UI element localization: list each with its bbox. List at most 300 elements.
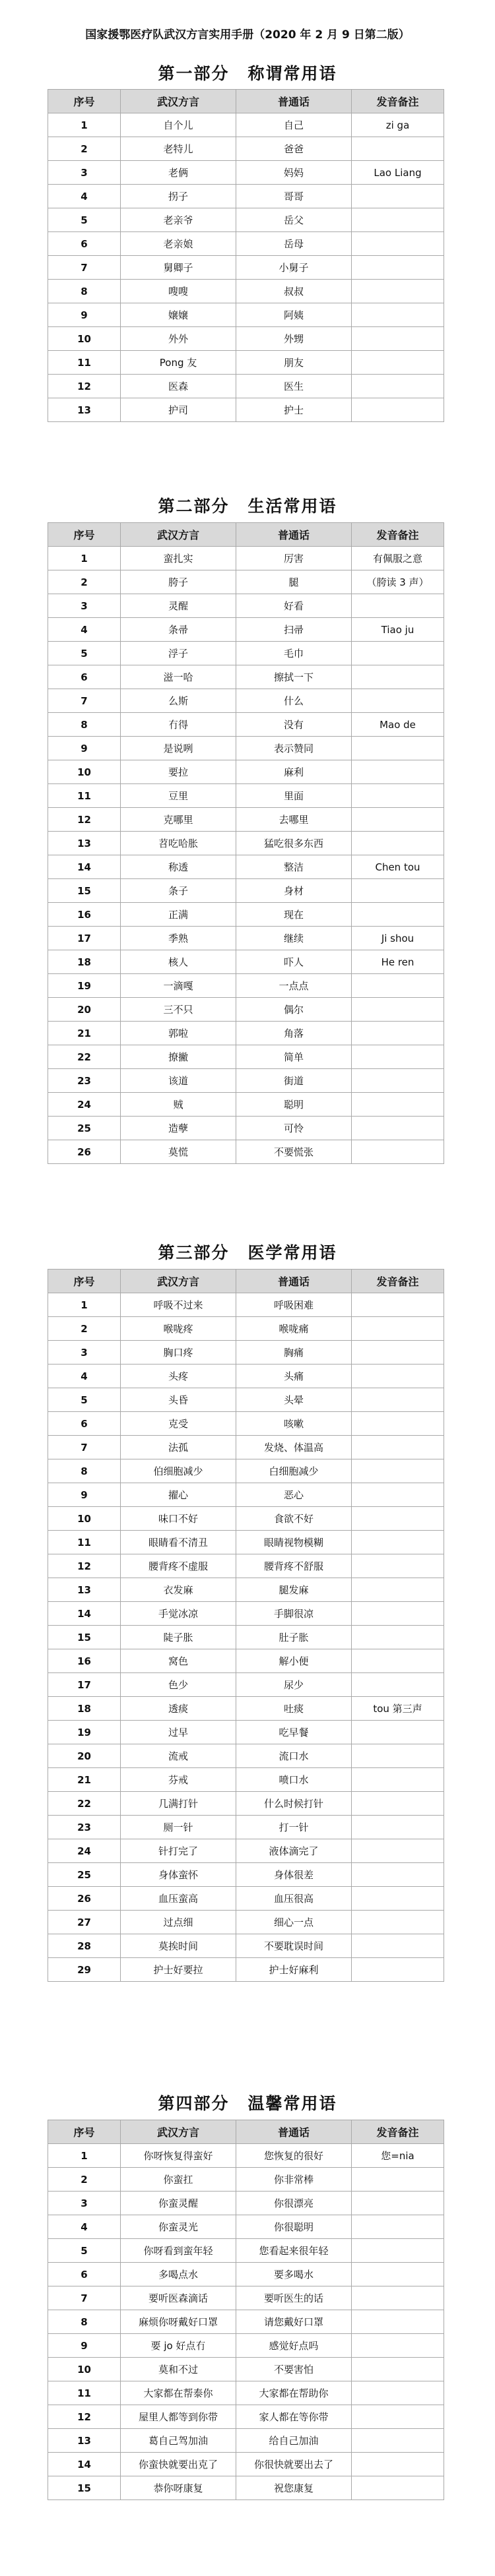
column-header-row-number: 序号 bbox=[48, 2120, 121, 2144]
pronunciation-note bbox=[352, 256, 444, 280]
dialect-term: 灵醒 bbox=[121, 594, 236, 618]
pronunciation-note bbox=[352, 1341, 444, 1365]
row-number: 15 bbox=[48, 2476, 121, 2500]
table-row bbox=[48, 2168, 444, 2192]
dialect-term: 正满 bbox=[121, 903, 236, 927]
pronunciation-note bbox=[352, 327, 444, 351]
row-number: 13 bbox=[48, 832, 121, 855]
row-number: 2 bbox=[48, 2168, 121, 2192]
row-number: 13 bbox=[48, 398, 121, 422]
dialect-term: 你呀看到蛮年轻 bbox=[121, 2239, 236, 2263]
pronunciation-note bbox=[352, 375, 444, 398]
pronunciation-note: 您=nia bbox=[352, 2144, 444, 2168]
table-row bbox=[48, 1045, 444, 1069]
table-row bbox=[48, 998, 444, 1022]
table-row bbox=[48, 879, 444, 903]
column-header-pronunciation-note: 发音备注 bbox=[352, 2120, 444, 2144]
dialect-term: 伯细胞减少 bbox=[121, 1459, 236, 1483]
mandarin-term: 爸爸 bbox=[236, 137, 352, 161]
table-row bbox=[48, 665, 444, 689]
pronunciation-note bbox=[352, 1069, 444, 1093]
section-title bbox=[0, 1240, 495, 1264]
row-number: 11 bbox=[48, 784, 121, 808]
mandarin-term: 腿发麻 bbox=[236, 1578, 352, 1602]
mandarin-term: 厉害 bbox=[236, 547, 352, 570]
row-number: 28 bbox=[48, 1934, 121, 1958]
mandarin-term: 发烧、体温高 bbox=[236, 1436, 352, 1459]
table-row bbox=[48, 760, 444, 784]
mandarin-term: 什么时候打针 bbox=[236, 1792, 352, 1816]
row-number: 3 bbox=[48, 594, 121, 618]
row-number: 21 bbox=[48, 1768, 121, 1792]
table-row bbox=[48, 1839, 444, 1863]
pronunciation-note bbox=[352, 1412, 444, 1436]
column-header-dialect-term: 武汉方言 bbox=[121, 523, 236, 547]
table-row bbox=[48, 137, 444, 161]
row-number: 3 bbox=[48, 161, 121, 185]
dialect-term: 条子 bbox=[121, 879, 236, 903]
mandarin-term: 岳父 bbox=[236, 208, 352, 232]
mandarin-term: 头痛 bbox=[236, 1365, 352, 1388]
row-number: 7 bbox=[48, 1436, 121, 1459]
dialect-term: 流戒 bbox=[121, 1744, 236, 1768]
mandarin-term: 现在 bbox=[236, 903, 352, 927]
column-header-mandarin-term: 普通话 bbox=[236, 90, 352, 113]
table-row bbox=[48, 1117, 444, 1140]
pronunciation-note bbox=[352, 1140, 444, 1164]
pronunciation-note bbox=[352, 1768, 444, 1792]
pronunciation-note: He ren bbox=[352, 950, 444, 974]
table-row bbox=[48, 1093, 444, 1117]
dialect-term: 葛自己驾加油 bbox=[121, 2429, 236, 2453]
pronunciation-note bbox=[352, 398, 444, 422]
row-number: 23 bbox=[48, 1069, 121, 1093]
dialect-term: 呼吸不过来 bbox=[121, 1293, 236, 1317]
dialect-term: 莫慌 bbox=[121, 1140, 236, 1164]
table-row bbox=[48, 1721, 444, 1744]
row-number: 8 bbox=[48, 280, 121, 303]
table-row bbox=[48, 280, 444, 303]
row-number: 16 bbox=[48, 1649, 121, 1673]
dialect-term: 手觉冰凉 bbox=[121, 1602, 236, 1626]
mandarin-term: 你很聪明 bbox=[236, 2215, 352, 2239]
dialect-term: 味口不好 bbox=[121, 1507, 236, 1531]
section-name: 温馨常用语 bbox=[248, 2094, 337, 2113]
dialect-term: 头昏 bbox=[121, 1388, 236, 1412]
pronunciation-note: Mao de bbox=[352, 713, 444, 737]
row-number: 8 bbox=[48, 1459, 121, 1483]
dialect-term: 胯子 bbox=[121, 570, 236, 594]
row-number: 12 bbox=[48, 375, 121, 398]
dialect-term: 老特儿 bbox=[121, 137, 236, 161]
row-number: 8 bbox=[48, 713, 121, 737]
row-number: 5 bbox=[48, 1388, 121, 1412]
pronunciation-note bbox=[352, 642, 444, 665]
pronunciation-note bbox=[352, 1673, 444, 1697]
row-number: 4 bbox=[48, 1365, 121, 1388]
pronunciation-note bbox=[352, 903, 444, 927]
mandarin-term: 胸痛 bbox=[236, 1341, 352, 1365]
row-number: 18 bbox=[48, 950, 121, 974]
row-number: 9 bbox=[48, 2334, 121, 2358]
pronunciation-note bbox=[352, 1093, 444, 1117]
row-number: 15 bbox=[48, 1626, 121, 1649]
row-number: 4 bbox=[48, 618, 121, 642]
dialect-term: 一滴嘎 bbox=[121, 974, 236, 998]
dialect-term: 蛮扎实 bbox=[121, 547, 236, 570]
section-title bbox=[0, 493, 495, 517]
section-name: 生活常用语 bbox=[248, 497, 337, 516]
mandarin-term: 腿 bbox=[236, 570, 352, 594]
row-number: 2 bbox=[48, 137, 121, 161]
table-row bbox=[48, 2334, 444, 2358]
section-part-label: 第二部分 bbox=[158, 497, 230, 516]
table-row bbox=[48, 2358, 444, 2381]
dialect-term: 胸口疼 bbox=[121, 1341, 236, 1365]
table-row bbox=[48, 1412, 444, 1436]
pronunciation-note bbox=[352, 232, 444, 256]
table-header-row bbox=[48, 2120, 444, 2144]
row-number: 1 bbox=[48, 113, 121, 137]
dialect-term: 色少 bbox=[121, 1673, 236, 1697]
dialect-term: 麻烦你呀戴好口罩 bbox=[121, 2310, 236, 2334]
row-number: 10 bbox=[48, 327, 121, 351]
mandarin-term: 朋友 bbox=[236, 351, 352, 375]
mandarin-term: 麻利 bbox=[236, 760, 352, 784]
mandarin-term: 外甥 bbox=[236, 327, 352, 351]
table-row bbox=[48, 1140, 444, 1164]
row-number: 4 bbox=[48, 2215, 121, 2239]
table-row bbox=[48, 903, 444, 927]
mandarin-term: 擦拭一下 bbox=[236, 665, 352, 689]
mandarin-term: 小舅子 bbox=[236, 256, 352, 280]
dialect-term: 过早 bbox=[121, 1721, 236, 1744]
mandarin-term: 表示赞同 bbox=[236, 737, 352, 760]
pronunciation-note: Tiao ju bbox=[352, 618, 444, 642]
pronunciation-note bbox=[352, 1554, 444, 1578]
dialect-term: 你蛮扛 bbox=[121, 2168, 236, 2192]
table-row bbox=[48, 855, 444, 879]
pronunciation-note bbox=[352, 1887, 444, 1911]
row-number: 3 bbox=[48, 1341, 121, 1365]
dialect-term: 陡子胀 bbox=[121, 1626, 236, 1649]
dialect-term: 芬戒 bbox=[121, 1768, 236, 1792]
row-number: 4 bbox=[48, 185, 121, 208]
mandarin-term: 大家都在帮助你 bbox=[236, 2381, 352, 2405]
dialect-term: 屋里人都等到你带 bbox=[121, 2405, 236, 2429]
table-row bbox=[48, 208, 444, 232]
table-row bbox=[48, 737, 444, 760]
dialect-term: 核人 bbox=[121, 950, 236, 974]
row-number: 10 bbox=[48, 2358, 121, 2381]
mandarin-term: 医生 bbox=[236, 375, 352, 398]
pronunciation-note: Chen tou bbox=[352, 855, 444, 879]
vocabulary-table bbox=[48, 89, 444, 422]
mandarin-term: 好看 bbox=[236, 594, 352, 618]
table-row bbox=[48, 185, 444, 208]
pronunciation-note bbox=[352, 280, 444, 303]
pronunciation-note bbox=[352, 1507, 444, 1531]
dialect-term: 你蛮灵光 bbox=[121, 2215, 236, 2239]
mandarin-term: 偶尔 bbox=[236, 998, 352, 1022]
column-header-mandarin-term: 普通话 bbox=[236, 523, 352, 547]
row-number: 23 bbox=[48, 1816, 121, 1839]
table-row bbox=[48, 570, 444, 594]
row-number: 12 bbox=[48, 1554, 121, 1578]
table-header-row bbox=[48, 1270, 444, 1293]
dialect-term: 季熟 bbox=[121, 927, 236, 950]
table-row bbox=[48, 1816, 444, 1839]
dialect-term: 郭啦 bbox=[121, 1022, 236, 1045]
mandarin-term: 可怜 bbox=[236, 1117, 352, 1140]
pronunciation-note: Lao Liang bbox=[352, 161, 444, 185]
table-row bbox=[48, 1673, 444, 1697]
table-row bbox=[48, 1958, 444, 1982]
table-row bbox=[48, 1436, 444, 1459]
dialect-term: 几满打针 bbox=[121, 1792, 236, 1816]
column-header-dialect-term: 武汉方言 bbox=[121, 90, 236, 113]
table-row bbox=[48, 375, 444, 398]
dialect-term: 针打完了 bbox=[121, 1839, 236, 1863]
row-number: 5 bbox=[48, 208, 121, 232]
mandarin-term: 要多喝水 bbox=[236, 2263, 352, 2286]
pronunciation-note bbox=[352, 2476, 444, 2500]
dialect-term: 你呀恢复得蛮好 bbox=[121, 2144, 236, 2168]
section-title bbox=[0, 2091, 495, 2114]
table-header-row bbox=[48, 90, 444, 113]
row-number: 1 bbox=[48, 547, 121, 570]
pronunciation-note bbox=[352, 303, 444, 327]
table-row bbox=[48, 2310, 444, 2334]
mandarin-term: 祝您康复 bbox=[236, 2476, 352, 2500]
mandarin-term: 聪明 bbox=[236, 1093, 352, 1117]
table-row bbox=[48, 2476, 444, 2500]
mandarin-term: 自己 bbox=[236, 113, 352, 137]
pronunciation-note bbox=[352, 351, 444, 375]
dialect-term: 护士好要拉 bbox=[121, 1958, 236, 1982]
row-number: 6 bbox=[48, 232, 121, 256]
row-number: 7 bbox=[48, 256, 121, 280]
dialect-term: 冇得 bbox=[121, 713, 236, 737]
column-header-dialect-term: 武汉方言 bbox=[121, 2120, 236, 2144]
row-number: 13 bbox=[48, 2429, 121, 2453]
pronunciation-note bbox=[352, 1578, 444, 1602]
mandarin-term: 喷口水 bbox=[236, 1768, 352, 1792]
row-number: 9 bbox=[48, 1483, 121, 1507]
row-number: 19 bbox=[48, 974, 121, 998]
mandarin-term: 身材 bbox=[236, 879, 352, 903]
mandarin-term: 流口水 bbox=[236, 1744, 352, 1768]
table-row bbox=[48, 2429, 444, 2453]
mandarin-term: 打一针 bbox=[236, 1816, 352, 1839]
pronunciation-note bbox=[352, 760, 444, 784]
mandarin-term: 要听医生的话 bbox=[236, 2286, 352, 2310]
table-row bbox=[48, 950, 444, 974]
dialect-term: 拐子 bbox=[121, 185, 236, 208]
pronunciation-note bbox=[352, 1483, 444, 1507]
pronunciation-note: 有佩服之意 bbox=[352, 547, 444, 570]
mandarin-term: 你非常棒 bbox=[236, 2168, 352, 2192]
dialect-term: 莫和不过 bbox=[121, 2358, 236, 2381]
row-number: 12 bbox=[48, 2405, 121, 2429]
column-header-mandarin-term: 普通话 bbox=[236, 2120, 352, 2144]
table-row bbox=[48, 1554, 444, 1578]
row-number: 20 bbox=[48, 998, 121, 1022]
pronunciation-note bbox=[352, 1626, 444, 1649]
pronunciation-note bbox=[352, 2358, 444, 2381]
row-number: 6 bbox=[48, 665, 121, 689]
table-row bbox=[48, 256, 444, 280]
pronunciation-note: tou 第三声 bbox=[352, 1697, 444, 1721]
dialect-term: 医森 bbox=[121, 375, 236, 398]
dialect-term: 法孤 bbox=[121, 1436, 236, 1459]
pronunciation-note: （胯读 3 声） bbox=[352, 570, 444, 594]
pronunciation-note bbox=[352, 1022, 444, 1045]
pronunciation-note bbox=[352, 1839, 444, 1863]
mandarin-term: 妈妈 bbox=[236, 161, 352, 185]
dialect-term: 喉咙疼 bbox=[121, 1317, 236, 1341]
mandarin-term: 不要慌张 bbox=[236, 1140, 352, 1164]
mandarin-term: 咳嗽 bbox=[236, 1412, 352, 1436]
dialect-term: Pong 友 bbox=[121, 351, 236, 375]
row-number: 7 bbox=[48, 689, 121, 713]
table-row bbox=[48, 1507, 444, 1531]
row-number: 13 bbox=[48, 1578, 121, 1602]
row-number: 24 bbox=[48, 1093, 121, 1117]
table-row bbox=[48, 1602, 444, 1626]
dialect-term: 是说咧 bbox=[121, 737, 236, 760]
row-number: 19 bbox=[48, 1721, 121, 1744]
dialect-term: 该道 bbox=[121, 1069, 236, 1093]
dialect-term: 舅卿子 bbox=[121, 256, 236, 280]
mandarin-term: 没有 bbox=[236, 713, 352, 737]
table-row bbox=[48, 1483, 444, 1507]
row-number: 3 bbox=[48, 2192, 121, 2215]
dialect-term: 浮子 bbox=[121, 642, 236, 665]
table-row bbox=[48, 1531, 444, 1554]
mandarin-term: 继续 bbox=[236, 927, 352, 950]
table-row bbox=[48, 2453, 444, 2476]
row-number: 12 bbox=[48, 808, 121, 832]
row-number: 5 bbox=[48, 2239, 121, 2263]
pronunciation-note bbox=[352, 998, 444, 1022]
dialect-term: 护司 bbox=[121, 398, 236, 422]
mandarin-term: 不要害怕 bbox=[236, 2358, 352, 2381]
dialect-term: 要听医森滴话 bbox=[121, 2286, 236, 2310]
pronunciation-note bbox=[352, 1911, 444, 1934]
mandarin-term: 给自己加油 bbox=[236, 2429, 352, 2453]
pronunciation-note: Ji shou bbox=[352, 927, 444, 950]
dialect-term: 厕一针 bbox=[121, 1816, 236, 1839]
row-number: 1 bbox=[48, 1293, 121, 1317]
mandarin-term: 吐痰 bbox=[236, 1697, 352, 1721]
table-row bbox=[48, 2239, 444, 2263]
mandarin-term: 感觉好点吗 bbox=[236, 2334, 352, 2358]
pronunciation-note bbox=[352, 1721, 444, 1744]
pronunciation-note bbox=[352, 665, 444, 689]
table-row bbox=[48, 1578, 444, 1602]
table-row bbox=[48, 232, 444, 256]
mandarin-term: 去哪里 bbox=[236, 808, 352, 832]
pronunciation-note bbox=[352, 2405, 444, 2429]
table-row bbox=[48, 303, 444, 327]
row-number: 10 bbox=[48, 1507, 121, 1531]
pronunciation-note bbox=[352, 737, 444, 760]
dialect-term: 撩撇 bbox=[121, 1045, 236, 1069]
table-row bbox=[48, 398, 444, 422]
dialect-term: 称透 bbox=[121, 855, 236, 879]
section-name: 称谓常用语 bbox=[248, 64, 337, 83]
dialect-term: 造孽 bbox=[121, 1117, 236, 1140]
dialect-term: 恭你呀康复 bbox=[121, 2476, 236, 2500]
dialect-term: 克哪里 bbox=[121, 808, 236, 832]
pronunciation-note bbox=[352, 1744, 444, 1768]
column-header-dialect-term: 武汉方言 bbox=[121, 1270, 236, 1293]
column-header-row-number: 序号 bbox=[48, 523, 121, 547]
mandarin-term: 家人都在等你带 bbox=[236, 2405, 352, 2429]
row-number: 26 bbox=[48, 1140, 121, 1164]
dialect-term: 老俩 bbox=[121, 161, 236, 185]
mandarin-term: 尿少 bbox=[236, 1673, 352, 1697]
pronunciation-note bbox=[352, 1436, 444, 1459]
dialect-term: 过点细 bbox=[121, 1911, 236, 1934]
pronunciation-note bbox=[352, 2381, 444, 2405]
mandarin-term: 液体滴完了 bbox=[236, 1839, 352, 1863]
vocabulary-table bbox=[48, 522, 444, 1164]
mandarin-term: 叔叔 bbox=[236, 280, 352, 303]
pronunciation-note: zi ga bbox=[352, 113, 444, 137]
row-number: 9 bbox=[48, 303, 121, 327]
mandarin-term: 眼睛视物模糊 bbox=[236, 1531, 352, 1554]
dialect-term: 多喝点水 bbox=[121, 2263, 236, 2286]
dialect-term: 么斯 bbox=[121, 689, 236, 713]
pronunciation-note bbox=[352, 185, 444, 208]
pronunciation-note bbox=[352, 1365, 444, 1388]
table-row bbox=[48, 161, 444, 185]
mandarin-term: 里面 bbox=[236, 784, 352, 808]
table-row bbox=[48, 2405, 444, 2429]
row-number: 17 bbox=[48, 927, 121, 950]
table-row bbox=[48, 2381, 444, 2405]
pronunciation-note bbox=[352, 879, 444, 903]
row-number: 18 bbox=[48, 1697, 121, 1721]
pronunciation-note bbox=[352, 2429, 444, 2453]
mandarin-term: 角落 bbox=[236, 1022, 352, 1045]
table-row bbox=[48, 2286, 444, 2310]
row-number: 29 bbox=[48, 1958, 121, 1982]
mandarin-term: 手脚很凉 bbox=[236, 1602, 352, 1626]
pronunciation-note bbox=[352, 1459, 444, 1483]
mandarin-term: 吓人 bbox=[236, 950, 352, 974]
vocabulary-table bbox=[48, 1269, 444, 1982]
mandarin-term: 一点点 bbox=[236, 974, 352, 998]
table-row bbox=[48, 1863, 444, 1887]
table-row bbox=[48, 1792, 444, 1816]
table-row bbox=[48, 1768, 444, 1792]
row-number: 11 bbox=[48, 2381, 121, 2405]
vocabulary-table bbox=[48, 2120, 444, 2500]
document-title: 国家援鄂医疗队武汉方言实用手册（2020 年 2 月 9 日第二版） bbox=[85, 28, 410, 42]
dialect-term: 要拉 bbox=[121, 760, 236, 784]
mandarin-term: 头晕 bbox=[236, 1388, 352, 1412]
mandarin-term: 恶心 bbox=[236, 1483, 352, 1507]
mandarin-term: 解小便 bbox=[236, 1649, 352, 1673]
row-number: 6 bbox=[48, 2263, 121, 2286]
dialect-term: 你蛮灵醒 bbox=[121, 2192, 236, 2215]
table-row bbox=[48, 1341, 444, 1365]
table-row bbox=[48, 594, 444, 618]
row-number: 10 bbox=[48, 760, 121, 784]
